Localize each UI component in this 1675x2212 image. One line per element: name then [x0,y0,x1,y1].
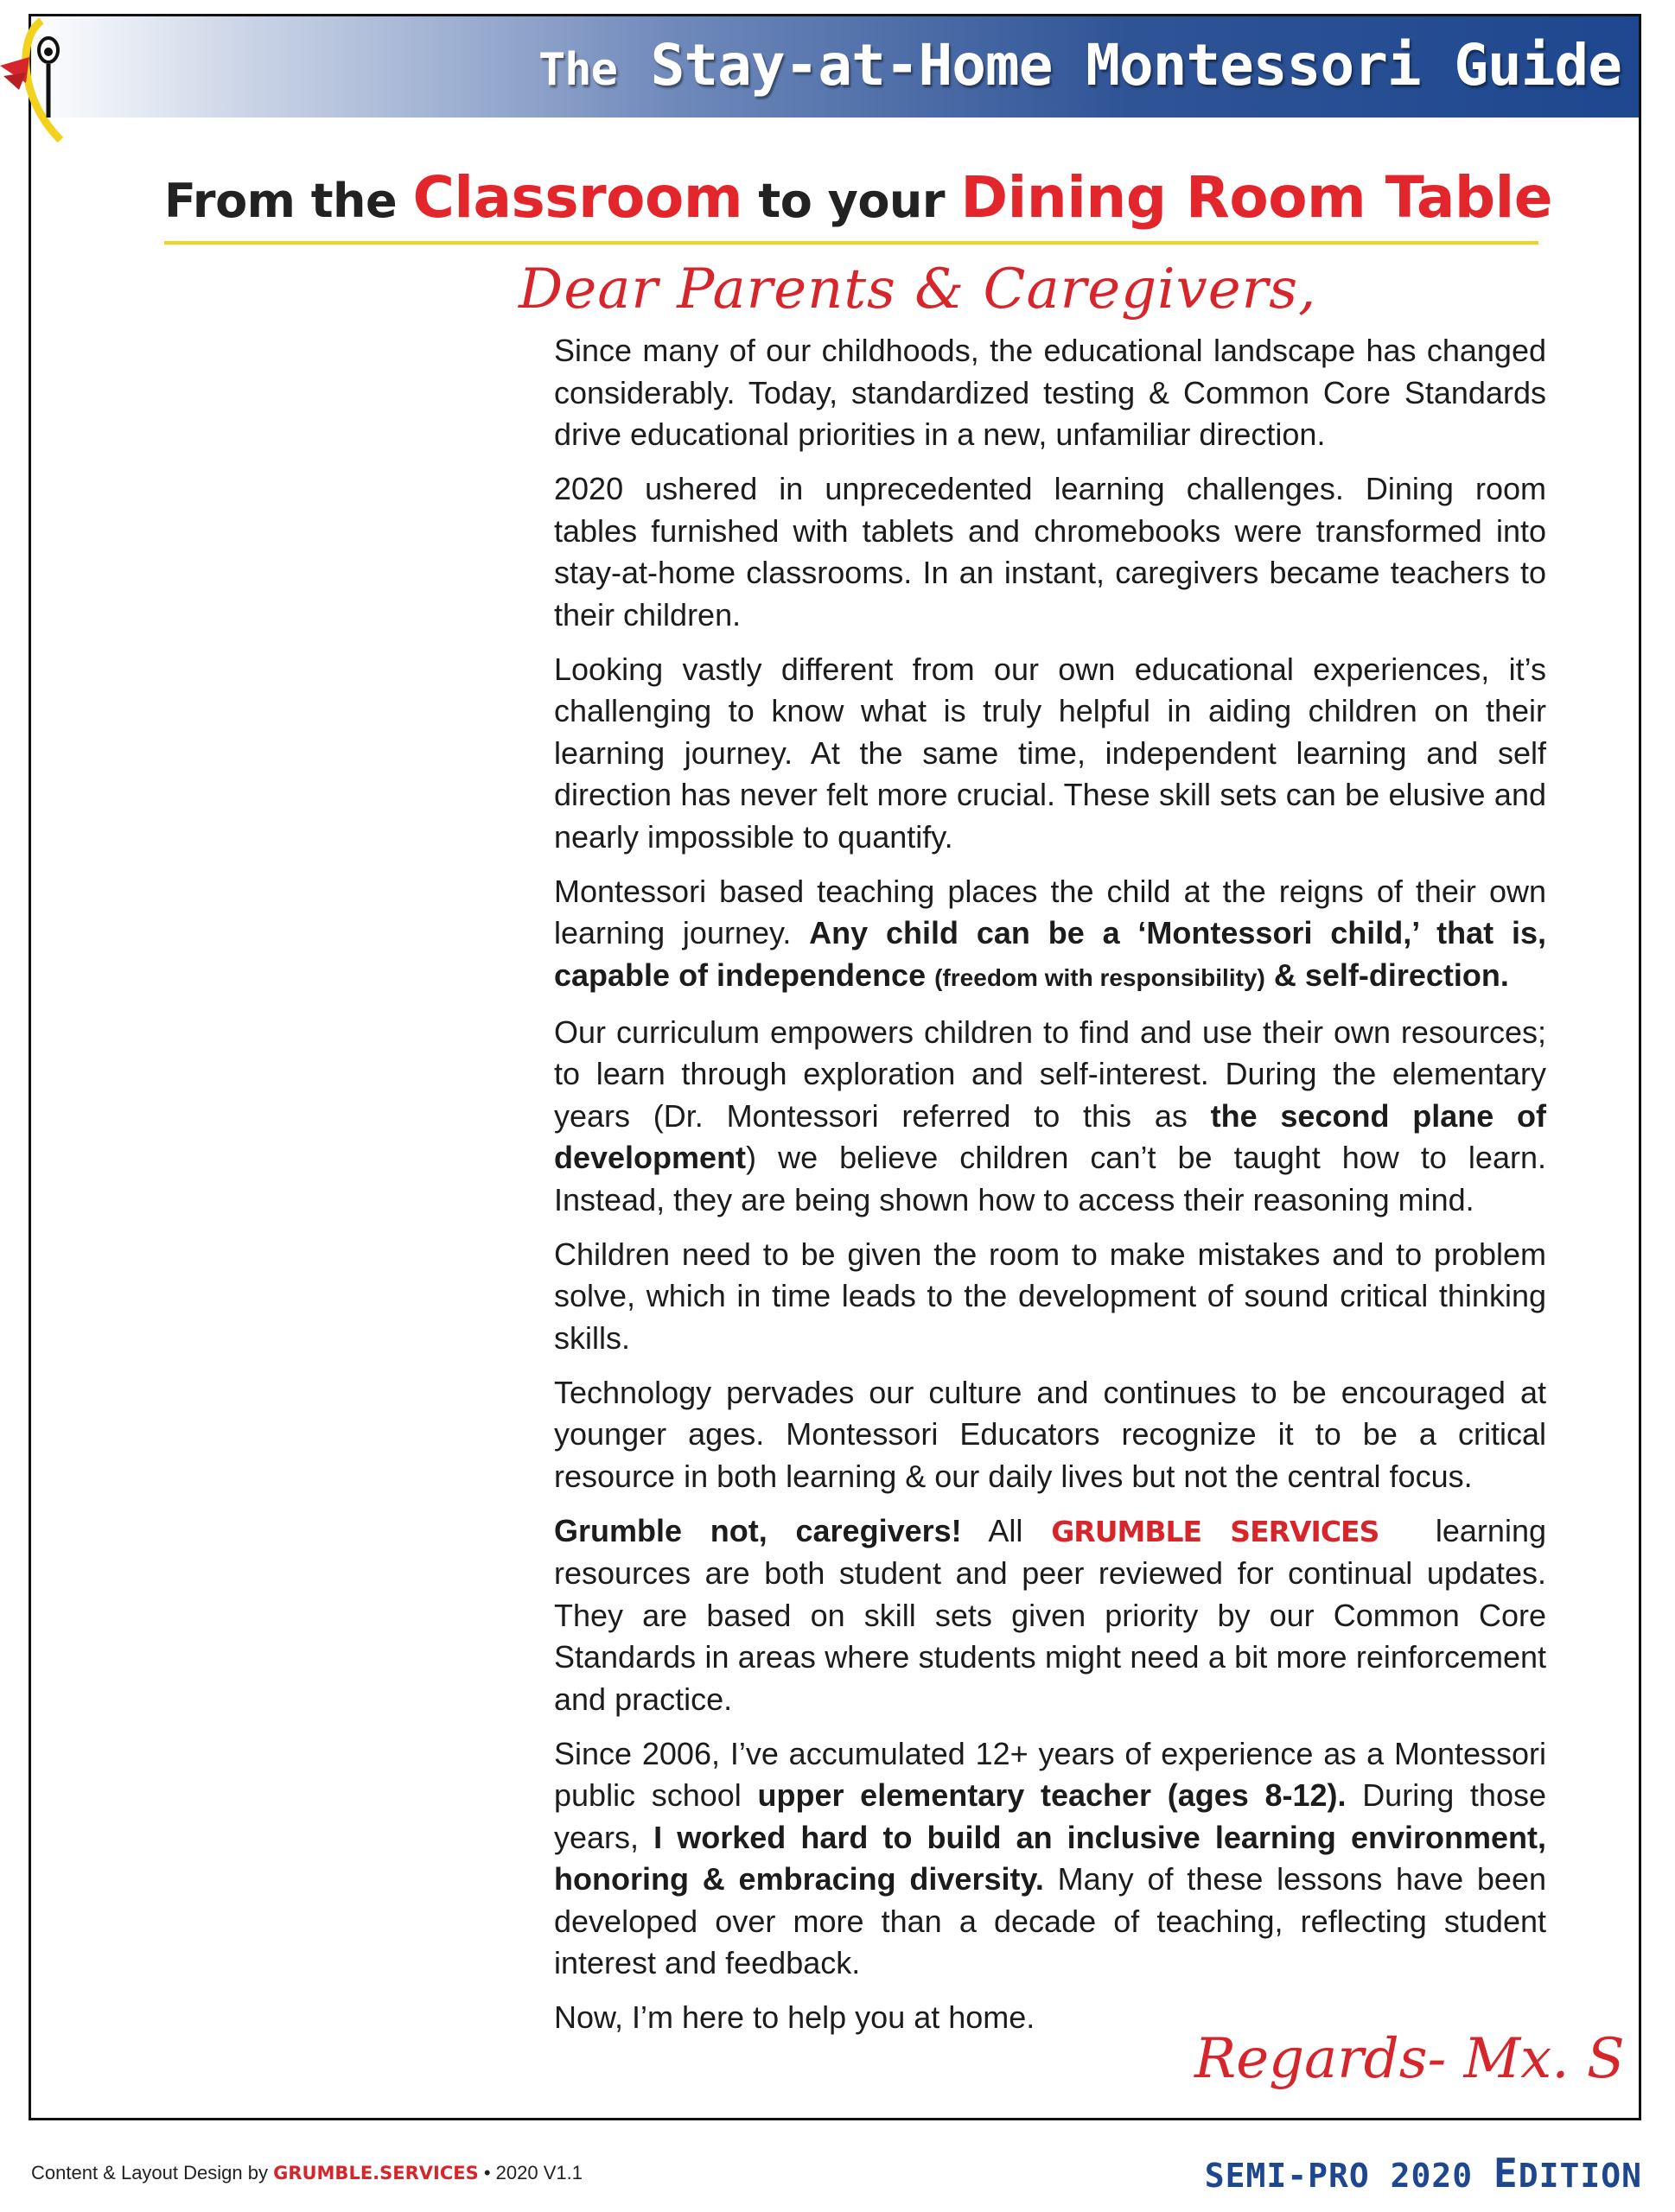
grumble-services-brand: GRUMBLE SERVICES [1051,1514,1379,1548]
p9-text-b: upper elementary teacher (ages 8-12). [757,1777,1347,1813]
edition-rest: DITION [1518,2157,1642,2195]
p4-text-b: Any child can be a ‘Montessori child,’ that is, capable of independence [554,915,1546,993]
footer-credit [31,2162,583,2184]
paragraph-4 [554,871,1546,1000]
bird-logo-icon [0,12,112,150]
footer-edition [1205,2150,1642,2196]
header-title-main: Stay-at-Home Montessori Guide [650,32,1621,99]
paragraph-5 [554,1012,1546,1222]
edition-initial: E [1493,2150,1519,2196]
p9-text-d: I worked hard to build an inclusive learning environment, honoring & embracing diversity. [554,1819,1546,1897]
title-part-4: Dining Room Table [960,164,1552,231]
p8-text-b: All [988,1512,1023,1548]
header-title-prefix: The [538,44,617,96]
edition-prefix: SEMI-PRO 2020 [1204,2157,1474,2195]
paragraph-10: Now, I’m here to help you at home. [554,1999,1035,2035]
paragraph-9 [554,1733,1546,1985]
p4-text-a: Montessori based teaching places the child at the reigns of their own learning journey. [554,873,1546,950]
p8-text-c: learning resources are both student and peer reviewed for continual updates. They are based on skill sets given priority by our Common Core Standards in areas where students might need a bit more reinforcement and practice. [554,1512,1546,1717]
signature: Regards- Mx. S [1194,2027,1625,2091]
p9-text-e: Many of these lessons have been developed over more than a decade of teaching, reflecting student interest and feedback. [554,1861,1546,1980]
paragraph-1: Since many of our childhoods, the educational landscape has changed considerably. Today, standardized testing & Common Core Standards drive educational priorities in a new, unfamiliar direction. [554,333,1546,452]
paragraph-7: Technology pervades our culture and continues to be encouraged at younger ages. Montessori Educators recognize it to be a critical resource in both learning & our daily lives but not the central focus. [554,1374,1546,1494]
header-title [538,22,1621,109]
p5-text-b: the second plane of development [554,1097,1547,1175]
page-title [164,164,1552,231]
paragraph-6: Children need to be given the room to make mistakes and to problem solve, which in time leads to the development of sound critical thinking skills. [554,1236,1546,1356]
p5-text-c: ) we believe children can’t be taught how to learn. Instead, they are being shown how to access their reasoning mind. [554,1140,1546,1217]
paragraph-2: 2020 ushered in unprecedented learning challenges. Dining room tables furnished with tablets and chromebooks were transformed into stay-at-home classrooms. In an instant, caregivers became teachers to their children. [554,471,1546,632]
title-part-3: to your [758,174,946,228]
p5-text-a: Our curriculum empowers children to find and use their own resources; to learn through exploration and self-interest. During the elementary years (Dr. Montessori referred to this as [554,1014,1546,1134]
salutation: Dear Parents & Caregivers, [519,257,1317,321]
title-part-2: Classroom [412,164,743,231]
title-part-1: From the [164,174,398,228]
title-underline [164,241,1538,245]
p4-text-c: (freedom with responsibility) [934,963,1265,991]
p4-text-d: & self-direction. [1273,957,1509,993]
paragraph-8 [554,1510,1546,1721]
footer-credit-brand: GRUMBLE.SERVICES [273,2163,479,2183]
letter-body [554,330,1546,2039]
p9-text-a: Since 2006, I’ve accumulated 12+ years of experience as a Montessori public school [554,1735,1546,1813]
p8-text-a: Grumble not, caregivers! [554,1512,962,1548]
p9-text-c: During those years, [554,1777,1546,1855]
paragraph-3: Looking vastly different from our own educational experiences, it’s challenging to know what is truly helpful in aiding children on their learning journey. At the same time, independent learning and self direction has never felt more crucial. These skill sets can be elusive and nearly impossible to quantify. [554,651,1546,855]
footer-credit-prefix: Content & Layout Design by [31,2162,268,2183]
footer-credit-suffix: • 2020 V1.1 [483,2162,583,2183]
